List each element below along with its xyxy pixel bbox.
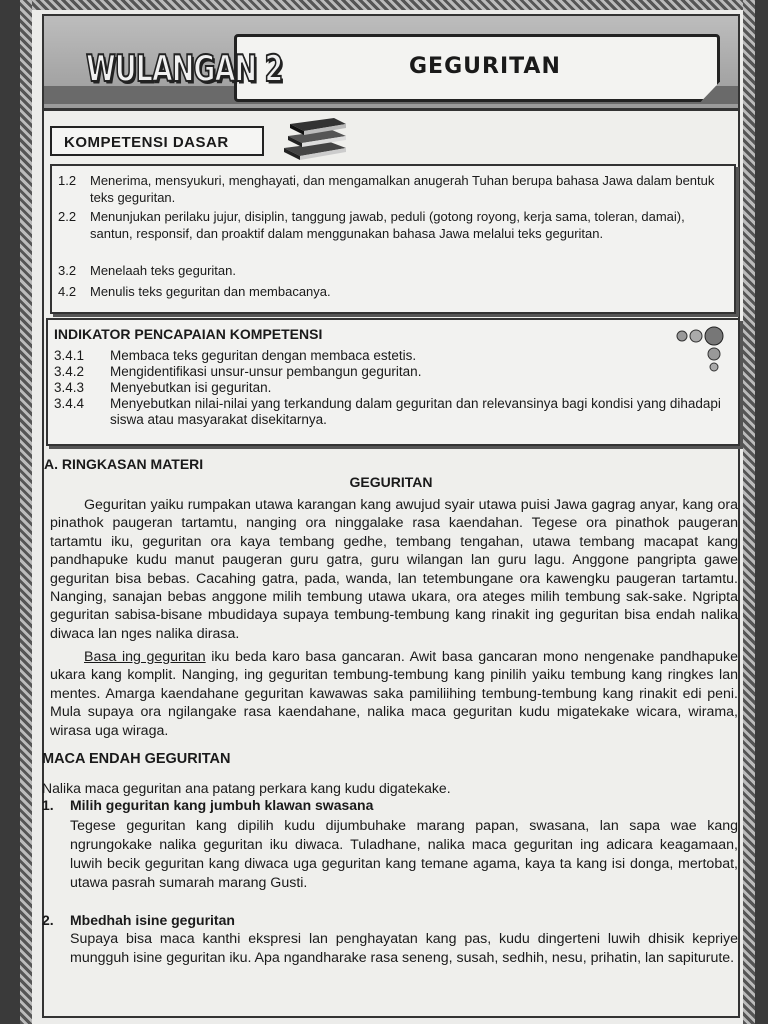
kompetensi-box: [50, 164, 736, 314]
item-text: Menyebutkan isi geguritan.: [110, 380, 272, 395]
maca-heading: MACA ENDAH GEGURITAN: [42, 751, 231, 767]
item-number: 2.2: [58, 209, 77, 224]
item-number: 1.2: [58, 173, 77, 188]
item-text: Membaca teks geguritan dengan membaca estetis.: [110, 348, 417, 363]
list-heading: Mbedhah isine geguritan: [70, 912, 235, 928]
list-heading: Milih geguritan kang jumbuh klawan swasana: [70, 797, 374, 813]
item-text: Menelaah teks geguritan.: [90, 263, 236, 278]
paragraph-text: iku beda karo basa gancaran. Awit basa gancaran mono nengenake pandhapuke ukara kang komplit. Nanging, ing geguritan tembung-tembung kang pinilih yaiku tembung kang ringkes lan mentes. Amarga kaendahane geguritan kawawas saka pamiliihing tembung-tembung kang rinakit edi peni. Mula supaya ora ngilangake rasa kaendahane, nalika maca geguritan kudu migatekake wicara, wirama, wirasa uga wiraga.: [50, 649, 738, 739]
item-number: 3.2: [58, 263, 77, 278]
document-page: [42, 14, 740, 1018]
paragraph: [50, 648, 738, 740]
indikator-box: [46, 318, 740, 446]
books-icon: [280, 108, 350, 164]
maca-intro: Nalika maca geguritan ana patang perkara kang kudu digatekake.: [42, 780, 451, 796]
section-heading: A. RINGKASAN MATERI: [44, 456, 204, 472]
section-subtitle: GEGURITAN: [349, 474, 433, 490]
list-number: 2.: [42, 912, 54, 928]
item-number: 3.4.2: [54, 364, 85, 379]
item-number: 3.4.4: [54, 396, 85, 411]
item-number: 3.4.1: [54, 348, 85, 363]
decorative-border-top: [20, 0, 755, 10]
list-body: Tegese geguritan kang dipilih kudu dijumbuhake marang papan, swasana, lan sapa wae kang ngrungokake nalika geguritan iku diwaca. Tuladhane, nalika maca geguritan ing adicara keagamaan, luwih becik geguritan kang diwaca uga geguritan kang temane agama, kaya ta kang isi donga, mertobat, utawa pasrah sumarah marang Gusti.: [70, 818, 738, 891]
item-text: Menyebutkan nilai-nilai yang terkandung dalam geguritan dan relevansinya bagi kondisi yang dihadapi siswa atau masyarakat disekitarnya.: [110, 396, 721, 427]
item-text: Mengidentifikasi unsur-unsur pembangun geguritan.: [110, 364, 422, 379]
list-body: Supaya bisa maca kanthi ekspresi lan penghayatan kang pas, kudu dingerteni luwih dhisik kepriye mungguh isine geguritan iku. Apa ngandharake rasa seneng, susah, sedhih, nesu, prihatin, lan sapiturute.: [70, 931, 738, 966]
indikator-title: INDIKATOR PENCAPAIAN KOMPETENSI: [54, 326, 323, 342]
paragraph: [50, 496, 738, 643]
underlined-phrase: Basa ing geguritan: [84, 649, 206, 665]
kompetensi-label: KOMPETENSI DASAR: [50, 126, 264, 156]
list-number: 1.: [42, 797, 54, 813]
item-text: Menunjukan perilaku jujur, disiplin, tanggung jawab, peduli (gotong royong, kerja sama, toleran, damai), santun, responsif, dan proaktif dalam menggunakan bahasa Jawa melalui teks geguritan.: [90, 209, 685, 241]
lesson-label: WULANGAN 2: [86, 48, 283, 91]
item-text: Menulis teks geguritan dan membacanya.: [90, 284, 331, 299]
decorative-border-right: [743, 0, 755, 1024]
decorative-border-left: [20, 0, 32, 1024]
item-number: 3.4.3: [54, 380, 85, 395]
header-banner: [44, 16, 738, 111]
page-title: GEGURITAN: [409, 54, 561, 79]
item-number: 4.2: [58, 284, 77, 299]
paragraph-text: Geguritan yaiku rumpakan utawa karangan kang awujud syair utawa puisi Jawa gagrag anyar, kang ora pinathok paugeran tartamtu, nanging ora ninggalake rasa kaendahan. Tegese ora pinathok paugeran tartamtu iku, geguritan ora kaya tembang gedhe, tembang tengahan, utawa tembang macapat kang pandhapuke kudu manut paugeran guru gatra, guru wilangan lan guru lagu. Anggone pangripta gawe geguritan bisa bebas. Cacahing gatra, pada, wanda, lan tetembungane ora kawengku paugeran tartamtu. Nanging, sanajan bebas anggone milih tembung utawa ukara, ora ateges milih tembung sak-sake. Ngripta geguritan sabisa-bisane mbudidaya supaya tembung-tembung kang rinakit ing geguritan bisa endah nalika diwaca lan nges nalika dirasa.: [50, 497, 738, 642]
item-text: Menerima, mensyukuri, menghayati, dan mengamalkan anugerah Tuhan berupa bahasa Jawa dalam bentuk teks geguritan.: [90, 173, 715, 205]
